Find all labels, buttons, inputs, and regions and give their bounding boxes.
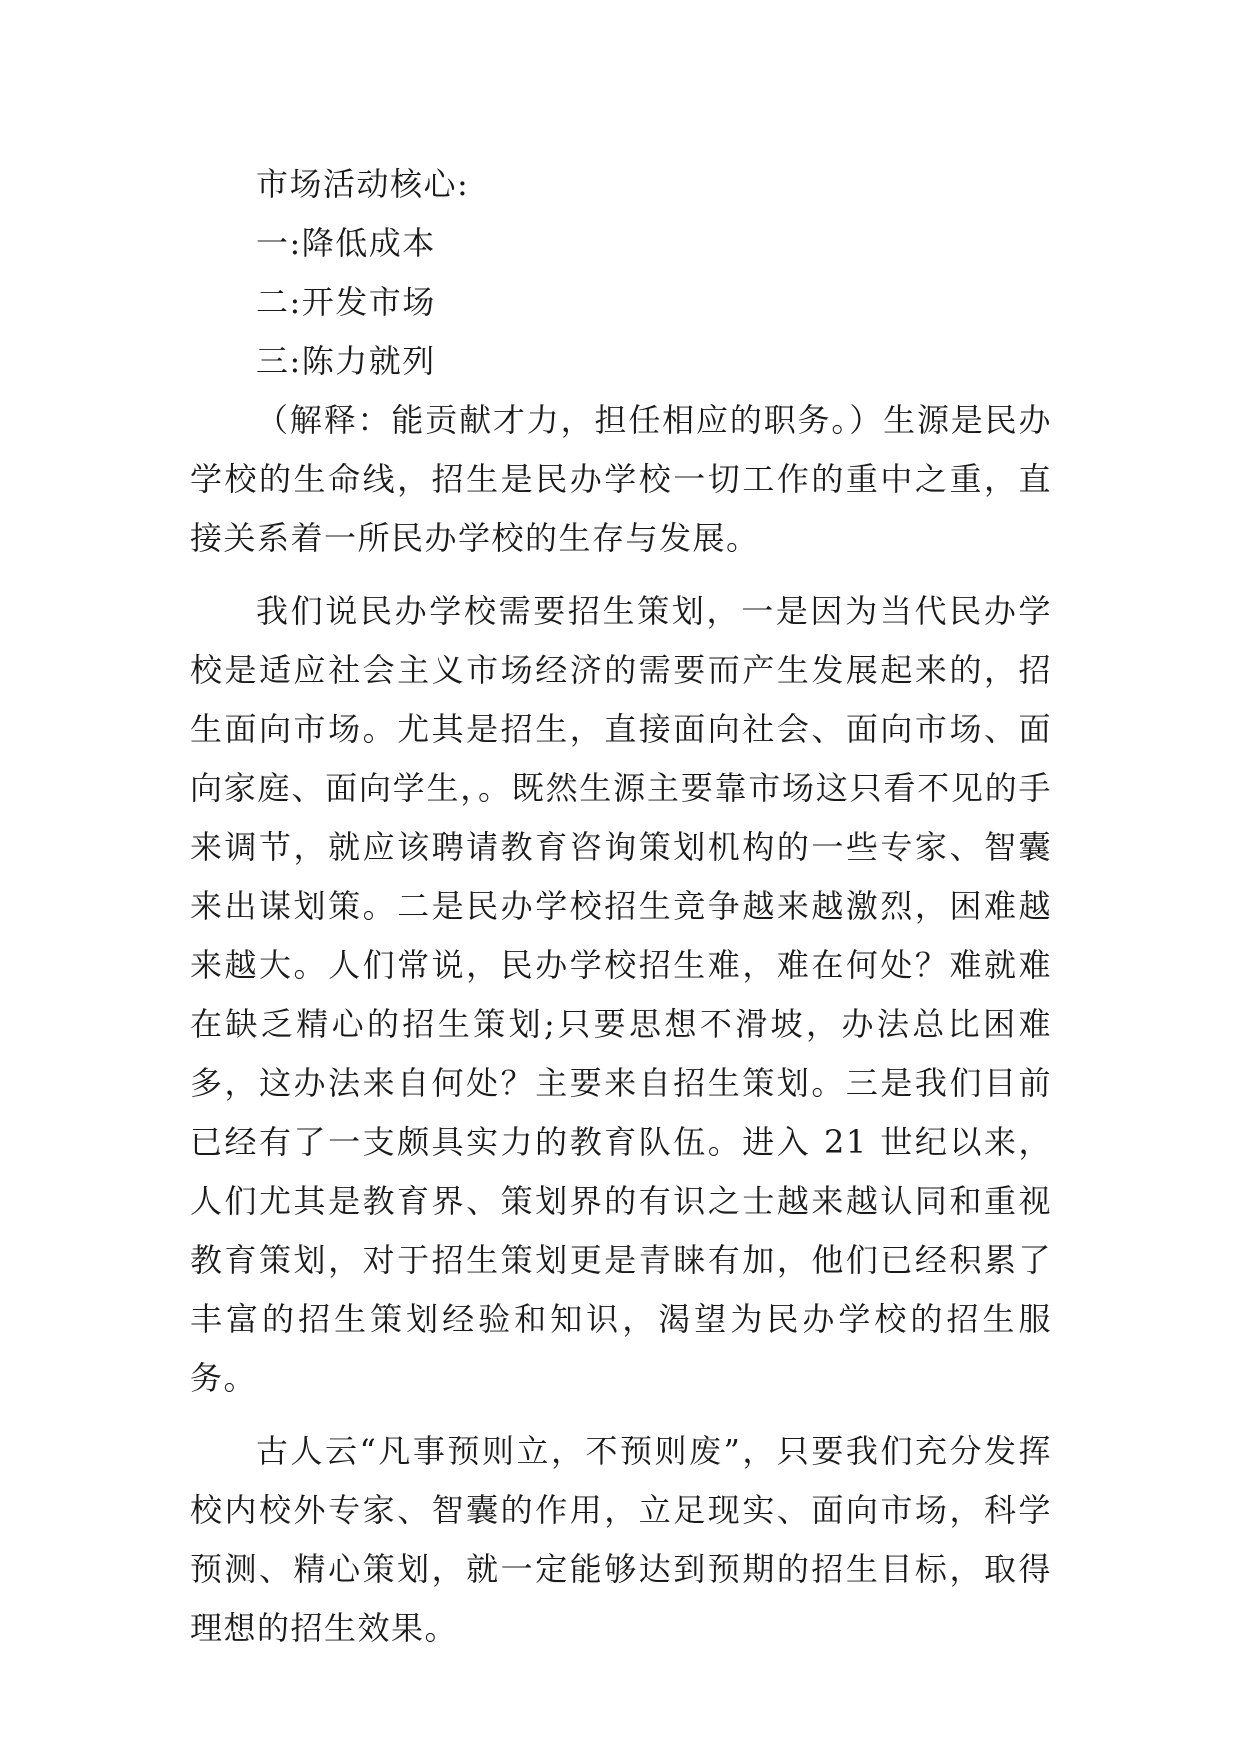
section-heading: 市场活动核心: [256, 165, 470, 203]
document-body [190, 155, 1052, 1658]
list-item: 一:降低成本 [256, 224, 436, 262]
list-item: 二:开发市场 [256, 283, 436, 321]
paragraph-recruitment-planning: 我们说民办学校需要招生策划，一是因为当代民办学校是适应社会主义市场经济的需要而产生发展起来的，招生面向市场。尤其是招生，直接面向社会、面向市场、面向家庭、面向学生，。既然生源主要靠市场这只看不见的手来调节，就应该聘请教育咨询策划机构的一些专家、智囊来出谋划策。二是民办学校招生竞争越来越激烈，困难越来越大。人们常说，民办学校招生难，难在何处？难就难在缺乏精心的招生策划;只要思想不滑坡，办法总比困难多，这办法来自何处？主要来自招生策划。三是我们目前已经有了一支颇具实力的教育队伍。进入 21 世纪以来，人们尤其是教育界、策划界的有识之士越来越认同和重视教育策划，对于招生策划更是青睐有加，他们已经积累了丰富的招生策划经验和知识，渴望为民办学校的招生服务。 [190, 592, 1052, 1397]
paragraph-explanation: （解释：能贡献才力，担任相应的职务。）生源是民办学校的生命线，招生是民办学校一切工作的重中之重，直接关系着一所民办学校的生存与发展。 [190, 401, 1052, 557]
paragraph-conclusion: 古人云“凡事预则立，不预则废”，只要我们充分发挥校内校外专家、智囊的作用，立足现实、面向市场，科学预测、精心策划，就一定能够达到预期的招生目标，取得理想的招生效果。 [190, 1432, 1052, 1647]
list-item: 三:陈力就列 [256, 342, 436, 380]
